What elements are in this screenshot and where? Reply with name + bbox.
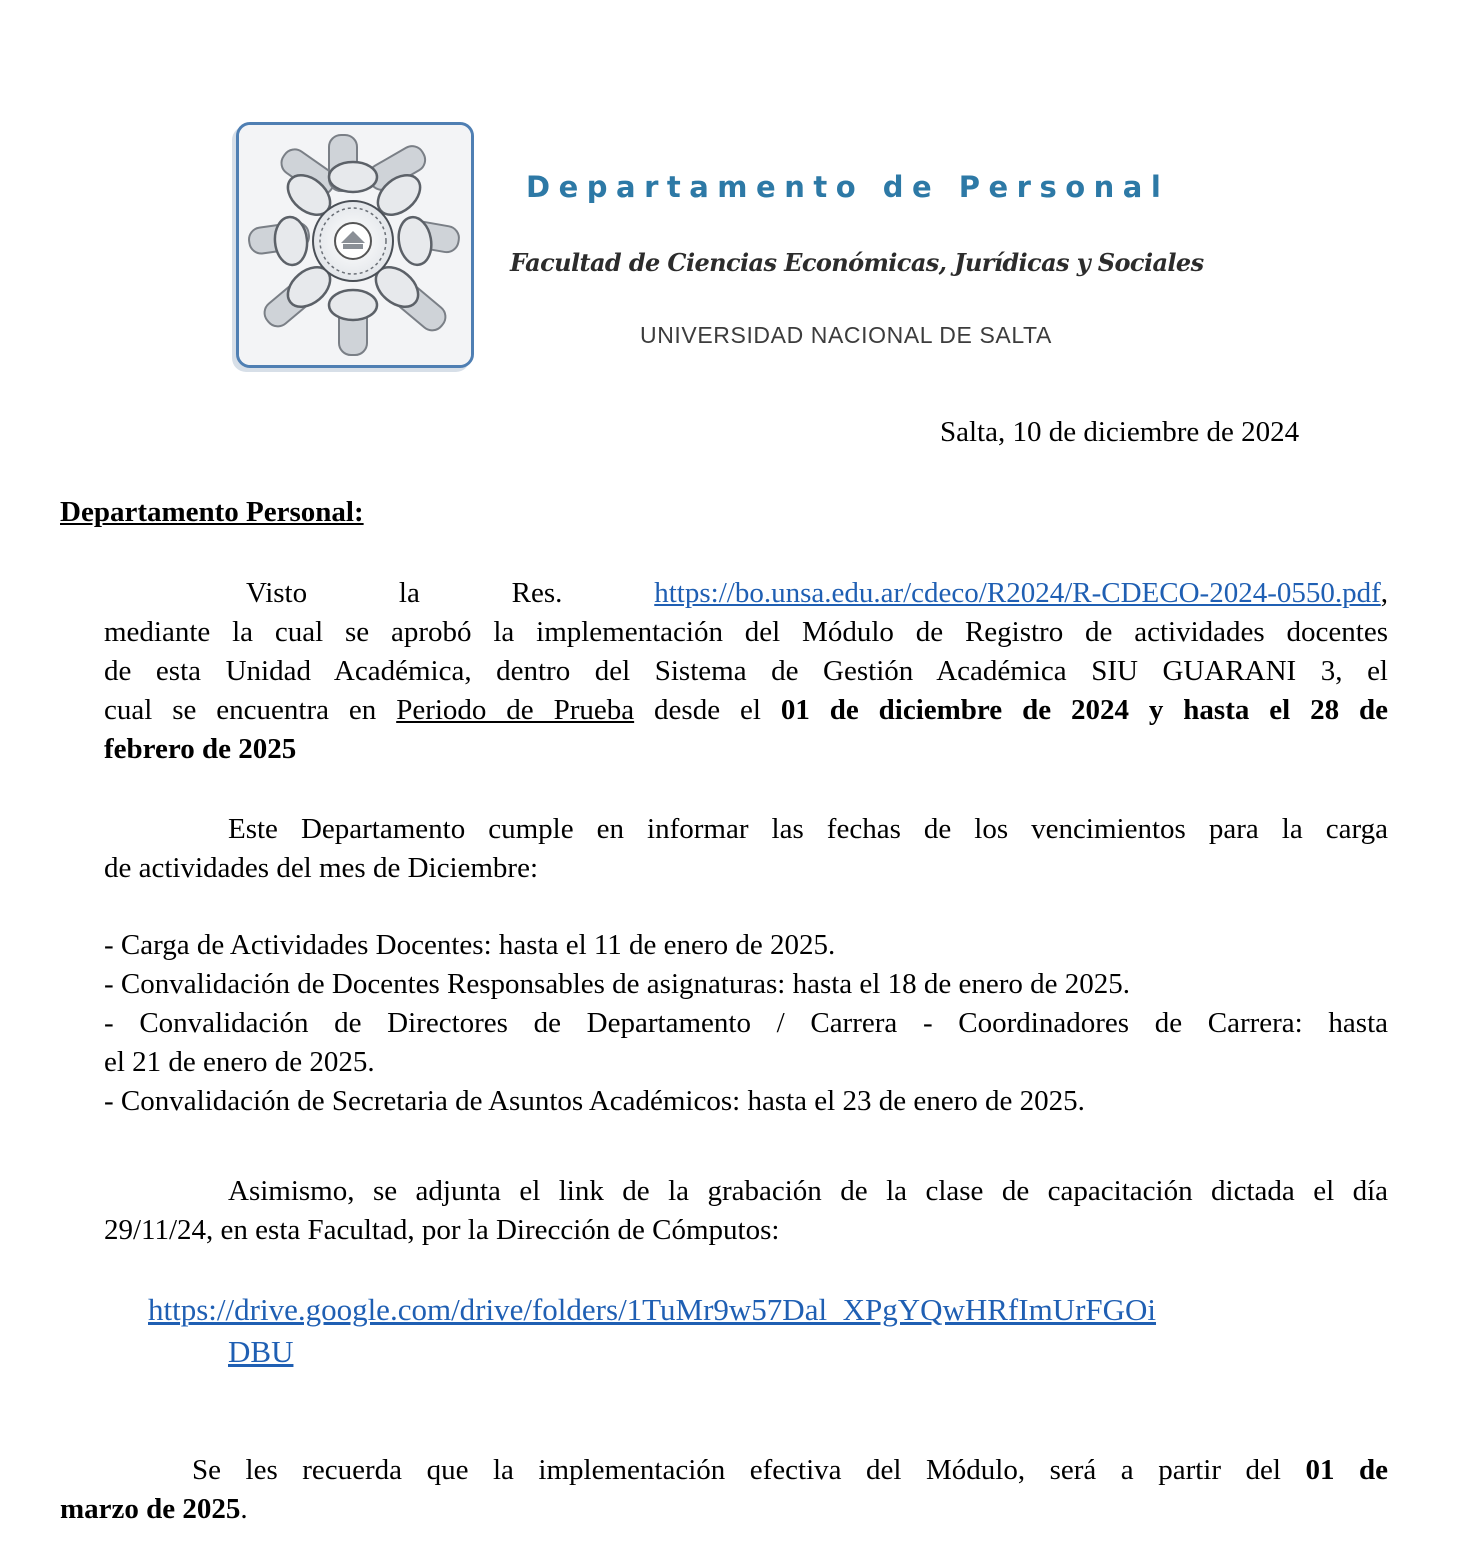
- trial-period-text: Periodo de Prueba: [396, 694, 635, 726]
- paragraph1-comma: ,: [1380, 577, 1389, 609]
- department-title: Departamento de Personal: [526, 170, 1170, 204]
- paragraph4-line1: Asimismo, se adjunta el link de la grabación de la clase de capacitación dictada el día: [228, 1175, 1388, 1207]
- hands-circle-logo-icon: [239, 125, 471, 365]
- trial-period-dates: 01 de diciembre de 2024 y hasta el 28 de: [780, 694, 1389, 726]
- paragraph5-line1: [192, 1451, 1388, 1490]
- paragraph1-line4: [104, 691, 1388, 730]
- drive-link-line2[interactable]: DBU: [228, 1334, 294, 1369]
- paragraph1-line1: [246, 574, 1388, 613]
- effective-date-part2: marzo de 2025: [60, 1493, 241, 1525]
- department-logo: [236, 122, 474, 368]
- paragraph2-line1: Este Departamento cumple en informar las fechas de los vencimientos para la carga: [228, 813, 1388, 845]
- paragraph5-line2: [60, 1490, 248, 1529]
- paragraph5-text: Se les recuerda que la implementación efectiva del Módulo, será a partir del: [192, 1454, 1281, 1486]
- paragraph1-line4-pre: cual se encuentra en: [104, 694, 377, 726]
- paragraph1-lead: Visto la Res.: [246, 577, 563, 609]
- paragraph5-period: .: [240, 1493, 248, 1525]
- deadline-item-2: - Convalidación de Docentes Responsables de asignaturas: hasta el 18 de enero de 2025.: [104, 968, 1130, 1000]
- paragraph2-line2: de actividades del mes de Diciembre:: [104, 852, 539, 884]
- greeting-heading: Departamento Personal:: [60, 496, 364, 528]
- effective-date-part1: 01 de: [1305, 1454, 1389, 1486]
- deadline-item-3-line2: el 21 de enero de 2025.: [104, 1046, 375, 1078]
- deadline-item-3-line1: - Convalidación de Directores de Departamento / Carrera - Coordinadores de Carrera: hasta: [104, 1007, 1388, 1039]
- paragraph1-line2: mediante la cual se aprobó la implementación del Módulo de Registro de actividades docentes: [104, 616, 1388, 648]
- drive-link-line1[interactable]: https://drive.google.com/drive/folders/1TuMr9w57Dal_XPgYQwHRfImUrFGOi: [148, 1292, 1157, 1327]
- paragraph1-line5: febrero de 2025: [104, 733, 297, 765]
- deadline-item-4: - Convalidación de Secretaria de Asuntos Académicos: hasta el 23 de enero de 2025.: [104, 1085, 1085, 1117]
- university-title: UNIVERSIDAD NACIONAL DE SALTA: [640, 322, 1052, 348]
- faculty-title: Facultad de Ciencias Económicas, Jurídicas y Sociales: [510, 248, 1204, 277]
- resolution-link[interactable]: https://bo.unsa.edu.ar/cdeco/R2024/R-CDECO-2024-0550.pdf: [654, 577, 1381, 609]
- paragraph1-line4-mid: desde el: [654, 694, 761, 726]
- paragraph4-line2: 29/11/24, en esta Facultad, por la Dirección de Cómputos:: [104, 1214, 780, 1246]
- paragraph1-line3: de esta Unidad Académica, dentro del Sistema de Gestión Académica SIU GUARANI 3, el: [104, 655, 1388, 687]
- deadline-item-1: - Carga de Actividades Docentes: hasta el 11 de enero de 2025.: [104, 929, 836, 961]
- document-date: Salta, 10 de diciembre de 2024: [940, 416, 1300, 448]
